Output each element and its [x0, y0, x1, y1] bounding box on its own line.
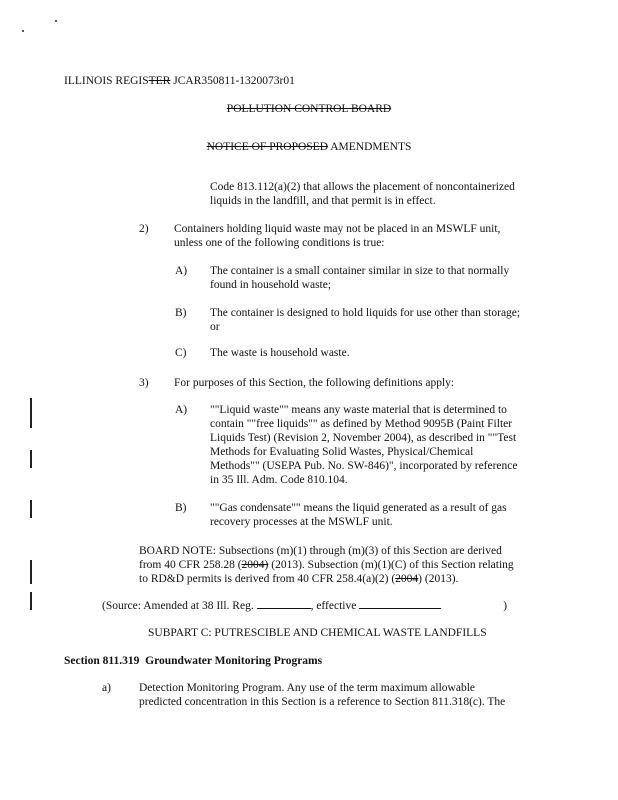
item-a-text-line-1: Detection Monitoring Program. Any use of the term maximum allowable	[139, 682, 475, 694]
register-right: JCAR350811-1320073r01	[170, 75, 295, 87]
section-number: Section 811.319	[64, 655, 140, 667]
notice-title	[0, 140, 618, 154]
definition-a-letter: A)	[175, 404, 188, 416]
revision-bar	[30, 592, 32, 610]
notice-right: AMENDMENTS	[328, 141, 412, 153]
register-strike: TER	[148, 75, 171, 87]
definition-b-line-2: recovery processes at the MSWLF unit.	[210, 516, 393, 528]
definition-a-line-4: Methods for Evaluating Solid Wastes, Physical/Chemical	[210, 446, 474, 458]
item-c-letter: C)	[175, 347, 187, 359]
definition-a-line-2: contain ""free liquids"" as defined by Method 9095B (Paint Filter	[210, 418, 513, 430]
item-b-line-1: The container is designed to hold liquids for use other than storage;	[210, 307, 521, 319]
item-3-line-1: For purposes of this Section, the following definitions apply:	[174, 377, 455, 389]
definition-a-line-6: in 35 Ill. Adm. Code 810.104.	[210, 474, 348, 486]
item-2-number: 2)	[139, 223, 149, 235]
item-a-text-line-2: predicted concentration in this Section is a reference to Section 811.318(c). The	[139, 696, 506, 708]
agency-title: POLLUTION CONTROL BOARD	[226, 103, 392, 115]
continuation-line-1: Code 813.112(a)(2) that allows the placement of noncontainerized	[210, 181, 515, 193]
source-line: (Source: Amended at 38 Ill. Reg. , effective )	[102, 600, 508, 612]
item-b-letter: B)	[175, 307, 187, 319]
revision-bar	[30, 450, 32, 468]
board-note-line-2: from 40 CFR 258.28 (2004) (2013). Subsection (m)(1)(C) of this Section relating	[139, 559, 514, 571]
definition-a-line-5: Methods"" (USEPA Pub. No. SW-846)", incorporated by reference	[210, 460, 518, 472]
scan-speck	[22, 30, 24, 32]
definition-b-letter: B)	[175, 502, 187, 514]
register-left: ILLINOIS REGIS	[64, 75, 149, 87]
effective-date-blank	[359, 598, 441, 609]
item-a-line-2: found in household waste;	[210, 279, 332, 291]
notice-strike: NOTICE OF PROPOSED	[206, 141, 329, 153]
item-a-number: a)	[102, 682, 111, 694]
item-c-line-1: The waste is household waste.	[210, 347, 350, 359]
continuation-line-2: liquids in the landfill, and that permit is in effect.	[210, 195, 436, 207]
revision-bar	[30, 398, 32, 428]
register-header	[64, 74, 295, 88]
board-note-line-1: BOARD NOTE: Subsections (m)(1) through (m)(3) of this Section are derived	[139, 545, 502, 557]
revision-bar	[30, 500, 32, 518]
definition-b-line-1: ""Gas condensate"" means the liquid generated as a result of gas	[210, 502, 507, 514]
item-a-letter: A)	[175, 265, 188, 277]
item-b-line-2: or	[210, 321, 220, 333]
item-2-line-2: unless one of the following conditions is true:	[174, 237, 385, 249]
definition-a-line-1: ""Liquid waste"" means any waste material that is determined to	[210, 404, 507, 416]
item-a-line-1: The container is a small container similar in size to that normally	[210, 265, 510, 277]
revision-bar	[30, 560, 32, 584]
definition-a-line-3: Liquids Test) (Revision 2, November 2004), as described in ""Test	[210, 432, 517, 444]
item-3-number: 3)	[139, 377, 149, 389]
reg-blank	[257, 598, 311, 609]
scan-speck	[55, 20, 57, 22]
item-2-line-1: Containers holding liquid waste may not be placed in an MSWLF unit,	[174, 223, 501, 235]
subpart-heading: SUBPART C: PUTRESCIBLE AND CHEMICAL WASTE LANDFILLS	[148, 627, 487, 639]
board-note-line-3: to RD&D permits is derived from 40 CFR 258.4(a)(2) (2004) (2013).	[139, 573, 459, 585]
section-title: Groundwater Monitoring Programs	[145, 655, 323, 667]
section-heading	[64, 654, 322, 668]
